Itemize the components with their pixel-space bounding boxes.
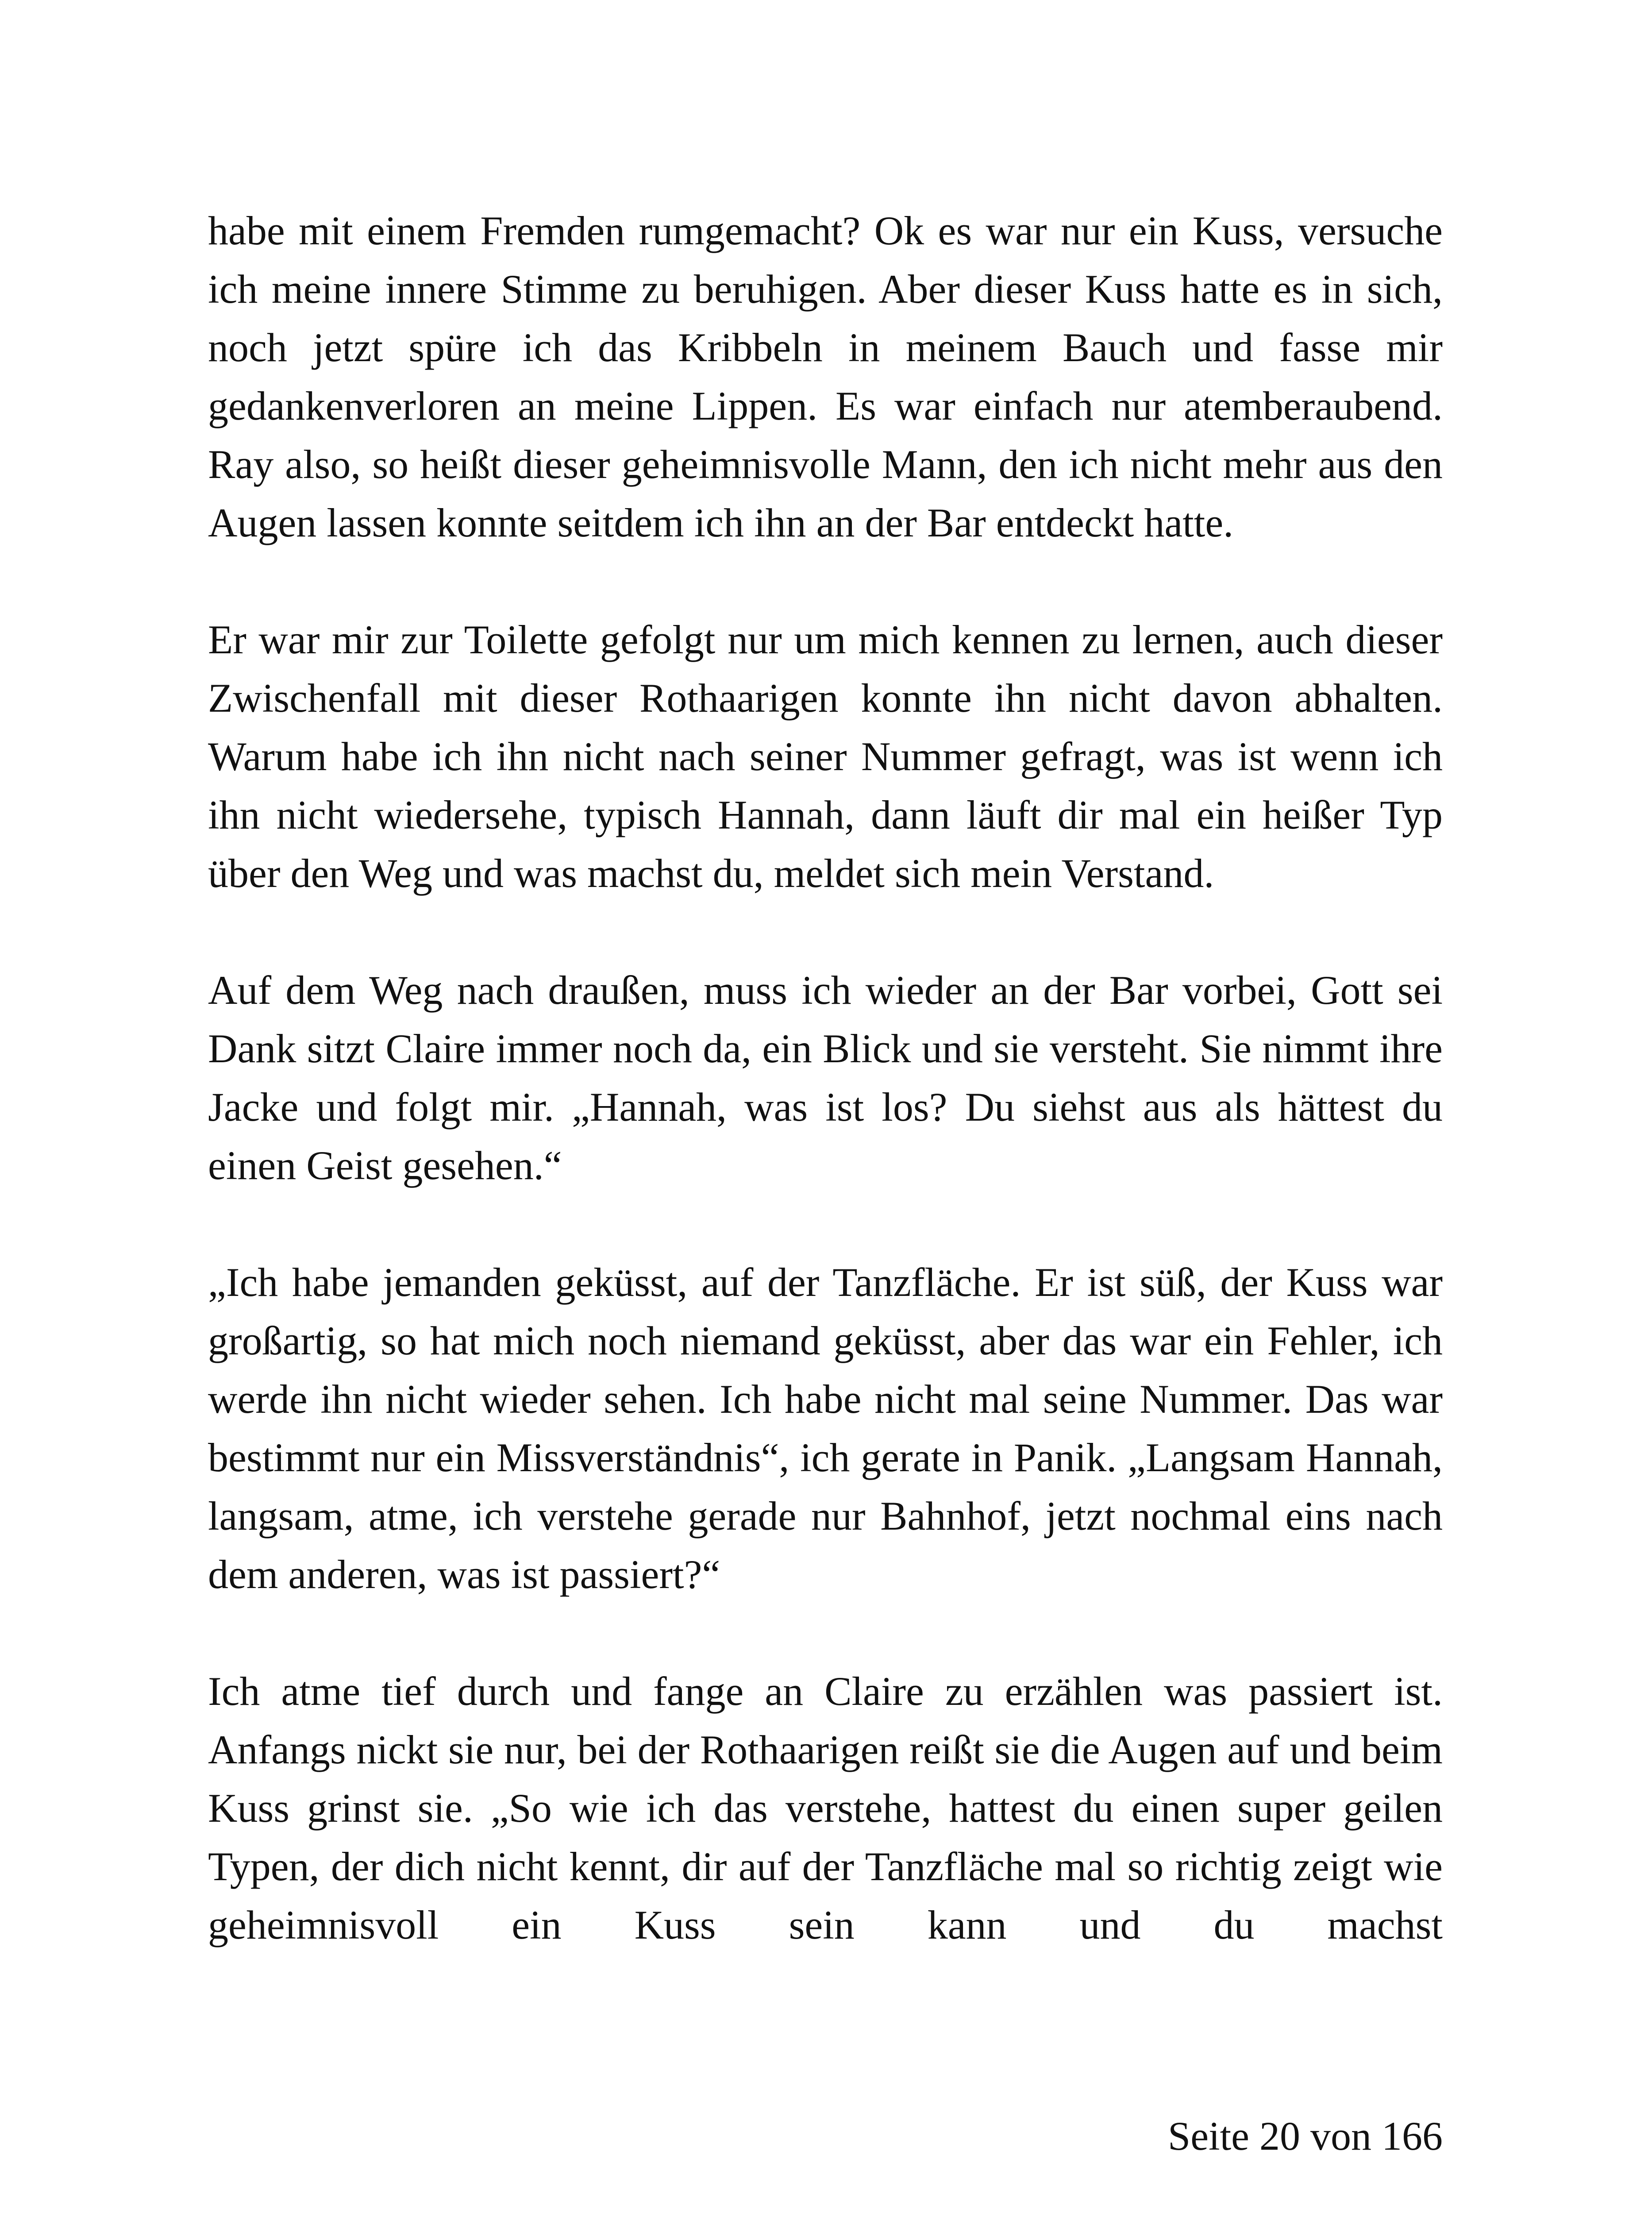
paragraph: habe mit einem Fremden rumgemacht? Ok es war nur ein Kuss, versuche ich meine innere Stimme zu beruhigen. Aber dieser Kuss hatte es in sich, noch jetzt spüre ich das Kribbeln in meinem Bauch und fasse mir gedankenverloren an meine Lippen. Es war einfach nur atemberaubend. Ray also, so heißt dieser geheimnisvolle Mann, den ich nicht mehr aus den Augen lassen konnte seitdem ich ihn an der Bar entdeckt hatte. bbox=[208, 208, 1443, 545]
body-text bbox=[208, 201, 1443, 1954]
paragraph: „Ich habe jemanden geküsst, auf der Tanzfläche. Er ist süß, der Kuss war großartig, so hat mich noch niemand geküsst, aber das war ein Fehler, ich werde ihn nicht wieder sehen. Ich habe nicht mal seine Nummer. Das war bestimmt nur ein Missverständnis“, ich gerate in Panik. „Langsam Hannah, langsam, atme, ich verstehe gerade nur Bahnhof, jetzt nochmal eins nach dem anderen, was ist passiert?“ bbox=[208, 1260, 1443, 1597]
paragraph: Ich atme tief durch und fange an Claire zu erzählen was passiert ist. Anfangs nickt sie nur, bei der Rothaarigen reißt sie die Augen auf und beim Kuss grinst sie. „So wie ich das verstehe, hattest du einen super geilen Typen, der dich nicht kennt, dir auf der Tanzfläche mal so richtig zeigt wie geheimnisvoll ein Kuss sein kann und du machst bbox=[208, 1669, 1443, 1947]
page-number: Seite 20 von 166 bbox=[1168, 2113, 1443, 2159]
paragraph: Auf dem Weg nach draußen, muss ich wieder an der Bar vorbei, Gott sei Dank sitzt Claire immer noch da, ein Blick und sie versteht. Sie nimmt ihre Jacke und folgt mir. „Hannah, was ist los? Du siehst aus als hättest du einen Geist gesehen.“ bbox=[208, 968, 1443, 1188]
paragraph: Er war mir zur Toilette gefolgt nur um mich kennen zu lernen, auch dieser Zwischenfall mit dieser Rothaarigen konnte ihn nicht davon abhalten. Warum habe ich ihn nicht nach seiner Nummer gefragt, was ist wenn ich ihn nicht wiedersehe, typisch Hannah, dann läuft dir mal ein heißer Typ über den Weg und was machst du, meldet sich mein Verstand. bbox=[208, 617, 1443, 896]
